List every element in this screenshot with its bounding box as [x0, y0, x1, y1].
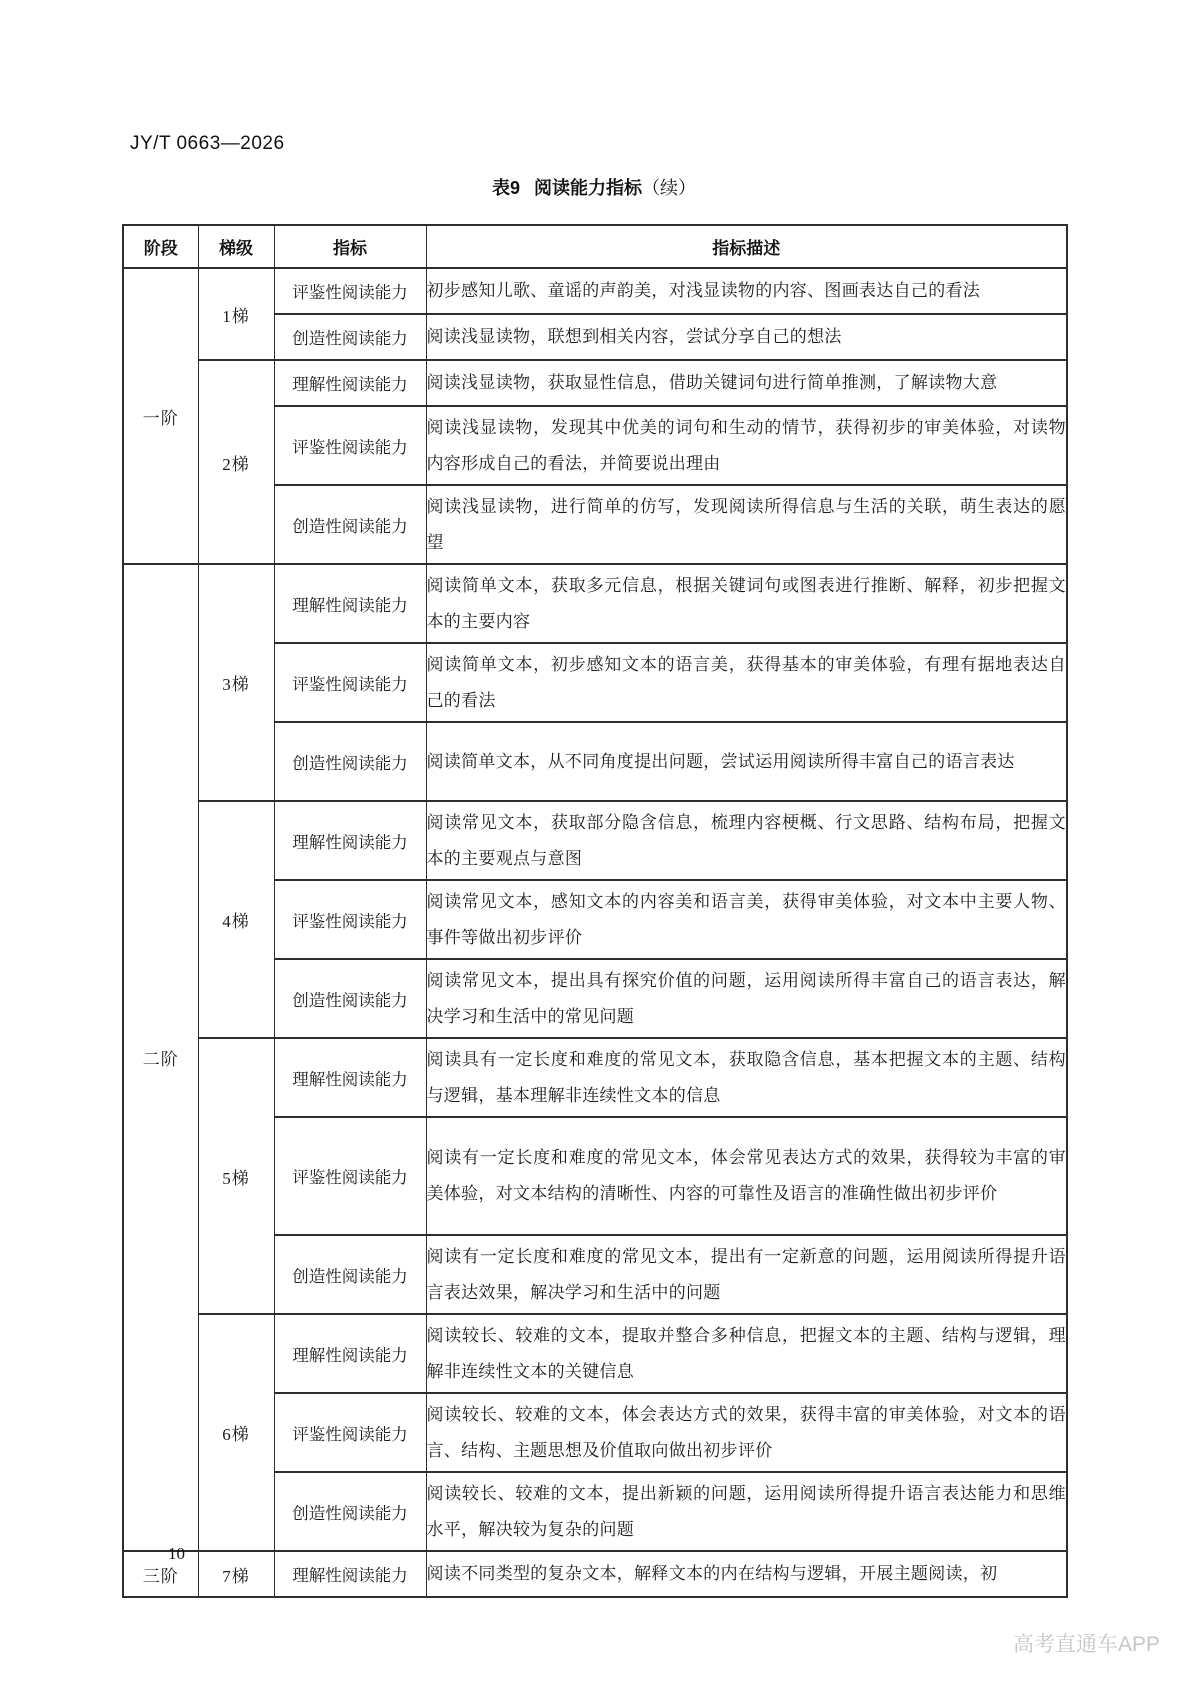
indicator-cell: 创造性阅读能力	[274, 1472, 426, 1551]
indicator-description-cell: 阅读浅显读物，进行简单的仿写，发现阅读所得信息与生活的关联，萌生表达的愿望	[426, 485, 1067, 564]
indicator-description-cell: 阅读简单文本，初步感知文本的语言美，获得基本的审美体验，有理有据地表达自己的看法	[426, 643, 1067, 722]
table-row	[123, 1551, 1067, 1597]
indicator-cell: 理解性阅读能力	[274, 1551, 426, 1597]
level-cell: 1梯	[198, 268, 274, 360]
indicator-description-cell: 阅读有一定长度和难度的常见文本，体会常见表达方式的效果，获得较为丰富的审美体验，对文本结构的清晰性、内容的可靠性及语言的准确性做出初步评价	[426, 1117, 1067, 1235]
level-cell: 4梯	[198, 801, 274, 1038]
stage-cell: 三阶	[123, 1551, 198, 1597]
indicator-description-cell: 阅读浅显读物，获取显性信息，借助关键词句进行简单推测，了解读物大意	[426, 360, 1067, 406]
table-header-row	[123, 225, 1067, 268]
indicator-cell: 评鉴性阅读能力	[274, 643, 426, 722]
indicator-description-cell: 阅读有一定长度和难度的常见文本，提出有一定新意的问题，运用阅读所得提升语言表达效果，解决学习和生活中的问题	[426, 1235, 1067, 1314]
indicator-cell: 评鉴性阅读能力	[274, 268, 426, 314]
indicator-cell: 理解性阅读能力	[274, 1038, 426, 1117]
indicator-description-cell: 阅读简单文本，获取多元信息，根据关键词句或图表进行推断、解释，初步把握文本的主要内容	[426, 564, 1067, 643]
indicator-cell: 理解性阅读能力	[274, 564, 426, 643]
indicator-description-cell: 阅读常见文本，提出具有探究价值的问题，运用阅读所得丰富自己的语言表达，解决学习和生活中的常见问题	[426, 959, 1067, 1038]
header-level: 梯级	[198, 225, 274, 268]
indicator-cell: 评鉴性阅读能力	[274, 880, 426, 959]
level-cell: 3梯	[198, 564, 274, 801]
indicator-description-cell: 阅读较长、较难的文本，提出新颖的问题，运用阅读所得提升语言表达能力和思维水平，解决较为复杂的问题	[426, 1472, 1067, 1551]
indicator-description-cell: 阅读简单文本，从不同角度提出问题，尝试运用阅读所得丰富自己的语言表达	[426, 722, 1067, 801]
indicator-cell: 创造性阅读能力	[274, 485, 426, 564]
header-description: 指标描述	[426, 225, 1067, 268]
indicator-cell: 创造性阅读能力	[274, 959, 426, 1038]
stage-cell: 一阶	[123, 268, 198, 564]
indicator-cell: 评鉴性阅读能力	[274, 1117, 426, 1235]
indicator-description-cell: 阅读较长、较难的文本，体会表达方式的效果，获得丰富的审美体验，对文本的语言、结构、主题思想及价值取向做出初步评价	[426, 1393, 1067, 1472]
reading-ability-indicator-table	[122, 224, 1068, 1598]
page-number: 10	[168, 1544, 185, 1563]
table-row	[123, 268, 1067, 314]
table-row	[123, 801, 1067, 880]
watermark-text: 高考直通车APP	[1013, 1633, 1161, 1656]
indicator-cell: 创造性阅读能力	[274, 722, 426, 801]
indicator-cell: 评鉴性阅读能力	[274, 406, 426, 485]
level-cell: 7梯	[198, 1551, 274, 1597]
table-row	[123, 1314, 1067, 1393]
table-title	[122, 174, 1066, 200]
indicator-description-cell: 阅读浅显读物，联想到相关内容，尝试分享自己的想法	[426, 314, 1067, 360]
indicator-cell: 创造性阅读能力	[274, 1235, 426, 1314]
table-number-label: 表9	[491, 178, 520, 198]
indicator-cell: 理解性阅读能力	[274, 1314, 426, 1393]
level-cell: 2梯	[198, 360, 274, 564]
indicator-description-cell: 阅读浅显读物，发现其中优美的词句和生动的情节，获得初步的审美体验，对读物内容形成自己的看法，并简要说出理由	[426, 406, 1067, 485]
indicator-description-cell: 阅读较长、较难的文本，提取并整合多种信息，把握文本的主题、结构与逻辑，理解非连续性文本的关键信息	[426, 1314, 1067, 1393]
indicator-cell: 理解性阅读能力	[274, 801, 426, 880]
header-stage: 阶段	[123, 225, 198, 268]
table-row	[123, 564, 1067, 643]
table-title-text: 阅读能力指标	[534, 178, 642, 198]
indicator-description-cell: 阅读常见文本，感知文本的内容美和语言美，获得审美体验，对文本中主要人物、事件等做出初步评价	[426, 880, 1067, 959]
indicator-description-cell: 阅读常见文本，获取部分隐含信息，梳理内容梗概、行文思路、结构布局，把握文本的主要观点与意图	[426, 801, 1067, 880]
header-indicator: 指标	[274, 225, 426, 268]
table-row	[123, 1038, 1067, 1117]
level-cell: 6梯	[198, 1314, 274, 1551]
indicator-description-cell: 阅读具有一定长度和难度的常见文本，获取隐含信息，基本把握文本的主题、结构与逻辑，基本理解非连续性文本的信息	[426, 1038, 1067, 1117]
table-row	[123, 360, 1067, 406]
indicator-description-cell: 阅读不同类型的复杂文本，解释文本的内在结构与逻辑，开展主题阅读，初	[426, 1551, 1067, 1597]
stage-cell: 二阶	[123, 564, 198, 1551]
indicator-cell: 创造性阅读能力	[274, 314, 426, 360]
level-cell: 5梯	[198, 1038, 274, 1314]
indicator-description-cell: 初步感知儿歌、童谣的声韵美，对浅显读物的内容、图画表达自己的看法	[426, 268, 1067, 314]
standard-number: JY/T 0663—2026	[130, 133, 285, 154]
indicator-cell: 理解性阅读能力	[274, 360, 426, 406]
table-title-continued-mark: （续）	[642, 178, 696, 198]
indicator-cell: 评鉴性阅读能力	[274, 1393, 426, 1472]
